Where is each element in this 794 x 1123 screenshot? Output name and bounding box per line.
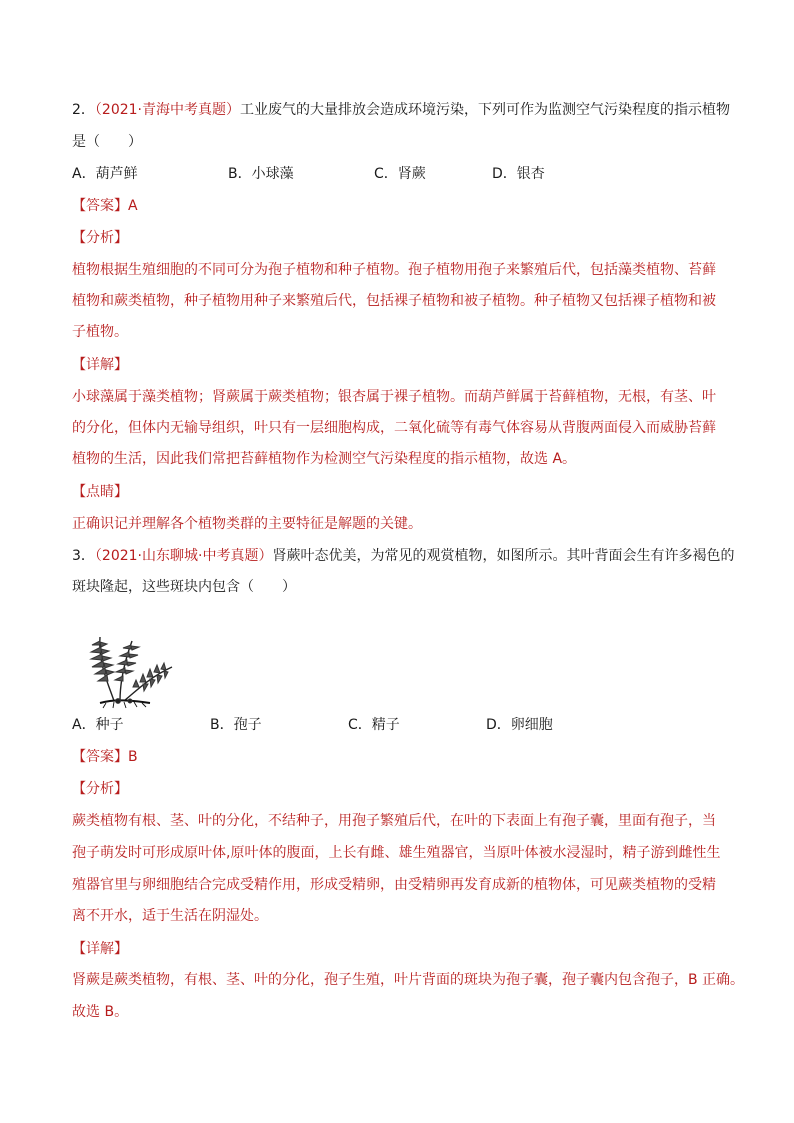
q3-option-d: D．卵细胞 (486, 717, 553, 733)
q3-detail-line-1-end: 正确。 (697, 972, 745, 988)
q2-number: 2． (72, 102, 95, 118)
q2-detail-end: 。 (562, 451, 577, 467)
q3-stem-line-2: 斑块隆起，这些斑块内包含（ ） (72, 579, 296, 595)
q3-answer-value: B (128, 749, 138, 765)
q2-detail-line-3-text: 植物的生活，因此我们常把苔藓植物作为检测空气污染程度的指示植物，故选 (72, 451, 553, 467)
q3-option-b: B．孢子 (210, 717, 262, 733)
q3-source: （2021·山东聊城·中考真题） (94, 548, 273, 564)
q2-option-d: D．银杏 (492, 166, 545, 182)
q2-tip-label: 【点睛】 (72, 484, 128, 500)
q3-detail-line-2-choice: B (104, 1004, 115, 1020)
q2-answer (72, 196, 138, 216)
q2-source: （2021·青海中考真题） (94, 102, 241, 118)
q3-analysis-line-3: 殖器官里与卵细胞结合完成受精作用，形成受精卵，由受精卵再发育成新的植物体，可见蕨类植物的受精 (72, 877, 716, 893)
q3-analysis-line-4: 离不开水，适于生活在阴湿处。 (72, 908, 268, 924)
q2-stem-line-2: 是（ ） (72, 134, 142, 150)
q3-detail-line-1 (72, 970, 744, 990)
q2-tip-text: 正确识记并理解各个植物类群的主要特征是解题的关键。 (72, 516, 422, 532)
q3-detail-line-1-text: 肾蕨是蕨类植物，有根、茎、叶的分化，孢子生殖，叶片背面的斑块为孢子囊，孢子囊内包含孢子， (72, 972, 688, 988)
q3-detail-line-2 (72, 1002, 128, 1022)
q2-stem-line-1 (72, 100, 730, 120)
q3-answer (72, 747, 138, 767)
q2-analysis-line-3: 子植物。 (72, 324, 128, 340)
q2-analysis-line-2: 植物和蕨类植物，种子植物用种子来繁殖后代，包括裸子植物和被子植物。种子植物又包括裸子植物和被 (72, 293, 716, 309)
q2-detail-label: 【详解】 (72, 357, 128, 373)
q2-analysis-label: 【分析】 (72, 230, 128, 246)
q3-stem-text-1: 肾蕨叶态优美，为常见的观赏植物，如图所示。其叶背面会生有许多褐色的 (272, 548, 735, 564)
q2-option-c: C．肾蕨 (374, 166, 426, 182)
q2-analysis-line-1: 植物根据生殖细胞的不同可分为孢子植物和种子植物。孢子植物用孢子来繁殖后代，包括藻类植物、苔藓 (72, 262, 716, 278)
q3-number: 3． (72, 548, 95, 564)
q2-answer-value: A (128, 198, 138, 214)
q3-analysis-line-2: 孢子萌发时可形成原叶体,原叶体的腹面，上长有雌、雄生殖器官，当原叶体被水浸湿时，精子游到雌性生 (72, 845, 721, 861)
q2-option-b: B．小球藻 (228, 166, 294, 182)
q2-option-a: A．葫芦鲜 (72, 166, 138, 182)
q3-detail-label: 【详解】 (72, 941, 128, 957)
q3-answer-label: 【答案】 (72, 749, 128, 765)
q3-analysis-label: 【分析】 (72, 781, 128, 797)
q3-detail-line-2-end: 。 (114, 1004, 129, 1020)
fern-illustration (80, 633, 176, 709)
q2-detail-line-1: 小球藻属于藻类植物；肾蕨属于蕨类植物；银杏属于裸子植物。而葫芦鲜属于苔藓植物，无根，有茎、叶 (72, 389, 716, 405)
q3-analysis-line-1: 蕨类植物有根、茎、叶的分化，不结种子，用孢子繁殖后代，在叶的下表面上有孢子囊，里面有孢子，当 (72, 813, 716, 829)
q2-stem-text-1: 工业废气的大量排放会造成环境污染，下列可作为监测空气污染程度的指示植物 (240, 102, 731, 118)
q3-option-a: A．种子 (72, 717, 124, 733)
q3-detail-line-1-choice: B (688, 972, 698, 988)
q2-detail-line-2: 的分化，但体内无输导组织，叶只有一层细胞构成，二氧化硫等有毒气体容易从背腹两面侵入而威胁苔藓 (72, 420, 716, 436)
q3-stem-line-1 (72, 546, 734, 566)
q3-detail-line-2-text: 故选 (72, 1004, 105, 1020)
q2-detail-line-3 (72, 449, 576, 469)
q2-detail-choice: A (552, 451, 563, 467)
q3-option-c: C．精子 (348, 717, 400, 733)
q2-answer-label: 【答案】 (72, 198, 128, 214)
